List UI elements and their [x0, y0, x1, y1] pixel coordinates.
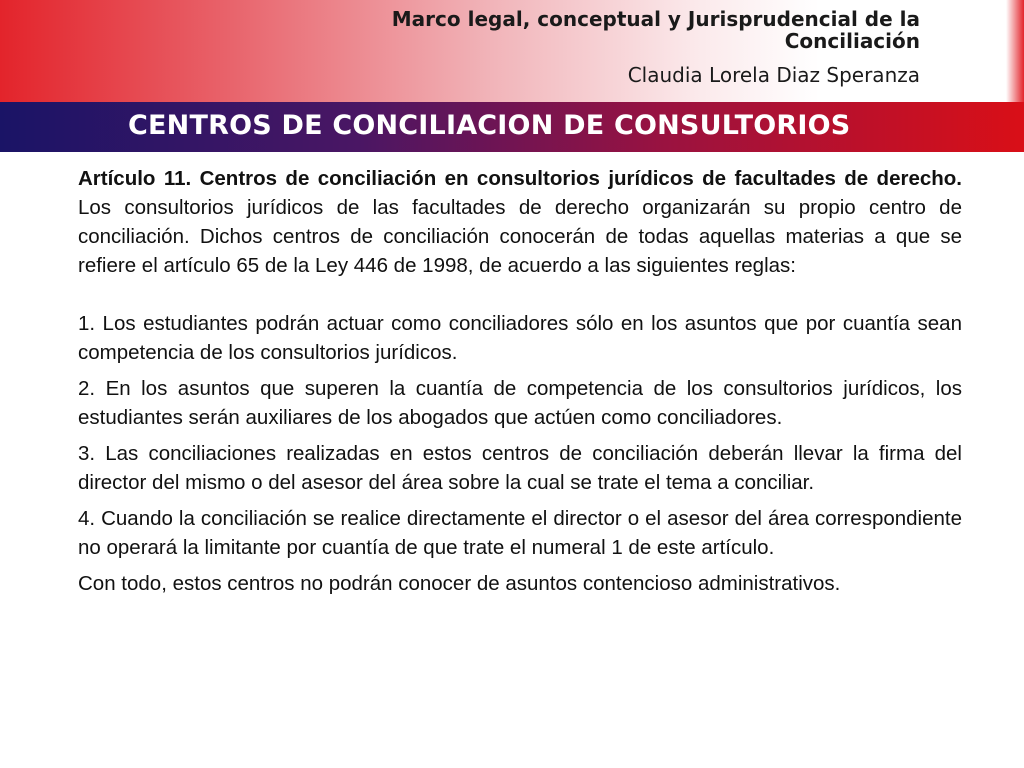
article-heading: Artículo 11. Centros de conciliación en consultorios jurídicos de facultades de derecho. [78, 167, 962, 190]
presentation-title: Marco legal, conceptual y Jurisprudencial de la Conciliación [391, 7, 920, 53]
article-intro: Los consultorios jurídicos de las facultades de derecho organizarán su propio centro de conciliación. Dichos centros de conciliación conocerán de todas aquellas materias a que se refiere el artículo 65 de la Ley 446 de 1998, de acuerdo a las siguientes reglas: [78, 196, 962, 277]
article-body [78, 164, 962, 598]
rule-item: 1. Los estudiantes podrán actuar como conciliadores sólo en los asuntos que por cuantía sean competencia de los consultorios jurídicos. [78, 312, 962, 364]
author-name: Claudia Lorela Diaz Speranza [627, 63, 920, 87]
article-intro-paragraph [78, 164, 962, 280]
rule-item: 3. Las conciliaciones realizadas en estos centros de conciliación deberán llevar la firma del director del mismo o del asesor del área sobre la cual se trate el tema a conciliar. [78, 442, 962, 494]
closing-paragraph: Con todo, estos centros no podrán conocer de asuntos contencioso administrativos. [78, 572, 841, 595]
section-title: CENTROS DE CONCILIACION DE CONSULTORIOS [128, 110, 851, 141]
header-band-edge [1006, 0, 1024, 102]
rule-item: 2. En los asuntos que superen la cuantía de competencia de los consultorios jurídicos, los estudiantes serán auxiliares de los abogados que actúen como conciliadores. [78, 377, 962, 429]
rule-item: 4. Cuando la conciliación se realice directamente el director o el asesor del área correspondiente no operará la limitante por cuantía de que trate el numeral 1 de este artículo. [78, 507, 962, 559]
